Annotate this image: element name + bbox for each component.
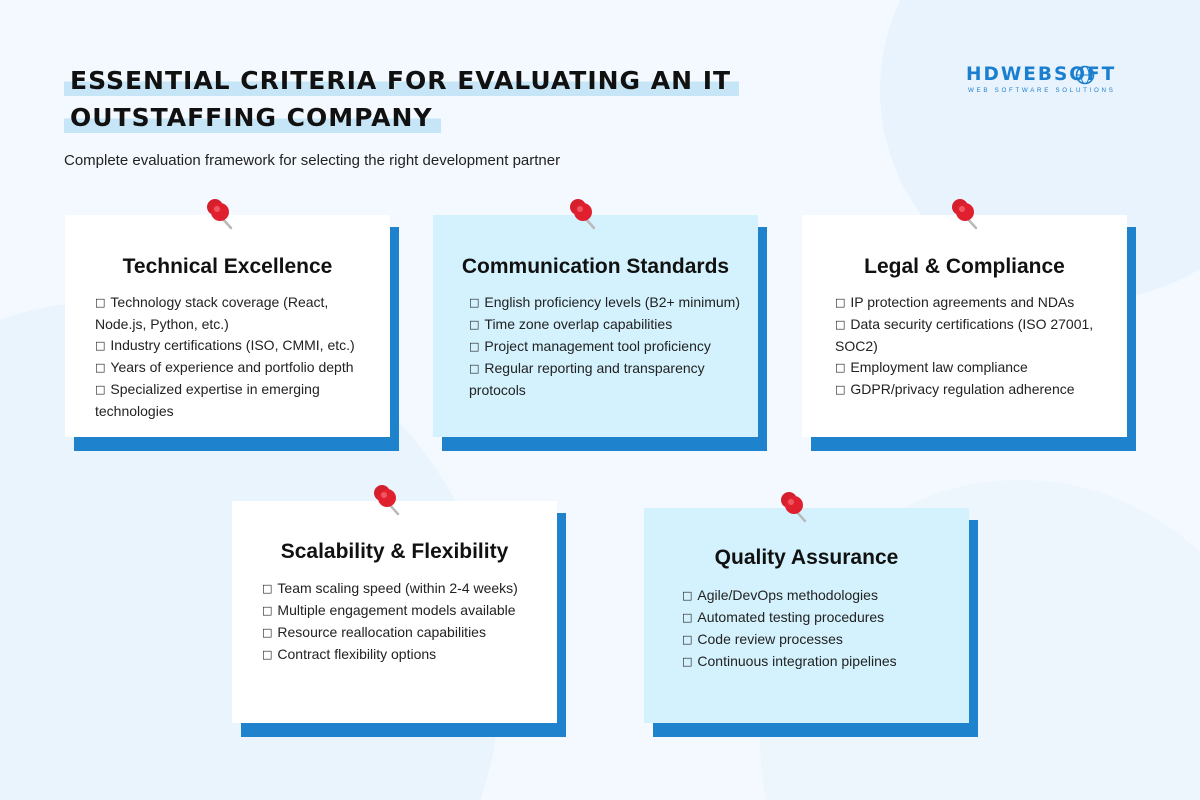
criteria-list (95, 292, 380, 422)
criteria-card-legal-compliance (802, 215, 1136, 451)
list-item: □ Code review processes (682, 629, 957, 651)
list-item: □ Continuous integration pipelines (682, 651, 957, 673)
criteria-list (835, 292, 1115, 401)
pushpin-icon (368, 481, 404, 517)
card-face (802, 215, 1127, 437)
list-item: □ Time zone overlap capabilities (469, 314, 744, 336)
logo-tagline: WEB SOFTWARE SOLUTIONS (968, 87, 1116, 94)
page-title-line-1: ESSENTIAL CRITERIA FOR EVALUATING AN IT (64, 66, 739, 96)
list-item: □ Resource reallocation capabilities (262, 622, 547, 644)
list-item: □ GDPR/privacy regulation adherence (835, 379, 1115, 401)
list-item: □ Agile/DevOps methodologies (682, 585, 957, 607)
list-item: □ Automated testing procedures (682, 607, 957, 629)
list-item: □ Industry certifications (ISO, CMMI, etc.) (95, 335, 380, 357)
list-item: □ Years of experience and portfolio depth (95, 357, 380, 379)
pushpin-icon (564, 195, 600, 231)
card-title: Scalability & Flexibility (280, 540, 509, 563)
list-item: □ English proficiency levels (B2+ minimum) (469, 292, 744, 314)
card-title: Technical Excellence (122, 255, 333, 278)
card-face (433, 215, 758, 437)
criteria-list (262, 578, 547, 666)
list-item: □ Data security certifications (ISO 27001, SOC2) (835, 314, 1115, 357)
list-item: □ IP protection agreements and NDAs (835, 292, 1115, 314)
criteria-card-quality-assurance (644, 508, 978, 737)
list-item: □ Team scaling speed (within 2-4 weeks) (262, 578, 547, 600)
card-face (65, 215, 390, 437)
globe-icon (1075, 65, 1095, 85)
pushpin-icon (201, 195, 237, 231)
page-subtitle: Complete evaluation framework for selecting the right development partner (64, 152, 561, 169)
list-item: □ Multiple engagement models available (262, 600, 547, 622)
list-item: □ Specialized expertise in emerging technologies (95, 379, 380, 422)
card-title: Communication Standards (461, 255, 730, 278)
list-item: □ Contract flexibility options (262, 644, 547, 666)
criteria-card-technical-excellence (65, 215, 399, 451)
criteria-list (469, 292, 744, 401)
criteria-list (682, 585, 957, 673)
logo-wordmark: HDWEBSOFT (966, 64, 1117, 85)
list-item: □ Project management tool proficiency (469, 336, 744, 358)
list-item: □ Regular reporting and transparency protocols (469, 358, 744, 401)
pushpin-icon (775, 488, 811, 524)
company-logo (966, 64, 1146, 98)
criteria-card-communication-standards (433, 215, 767, 451)
card-title: Quality Assurance (714, 546, 899, 569)
criteria-card-scalability-flexibility (232, 501, 566, 737)
card-title: Legal & Compliance (864, 255, 1065, 278)
card-face (644, 508, 969, 723)
page-title-line-2: OUTSTAFFING COMPANY (64, 103, 441, 133)
pushpin-icon (946, 195, 982, 231)
list-item: □ Technology stack coverage (React, Node.js, Python, etc.) (95, 292, 380, 335)
list-item: □ Employment law compliance (835, 357, 1115, 379)
card-face (232, 501, 557, 723)
